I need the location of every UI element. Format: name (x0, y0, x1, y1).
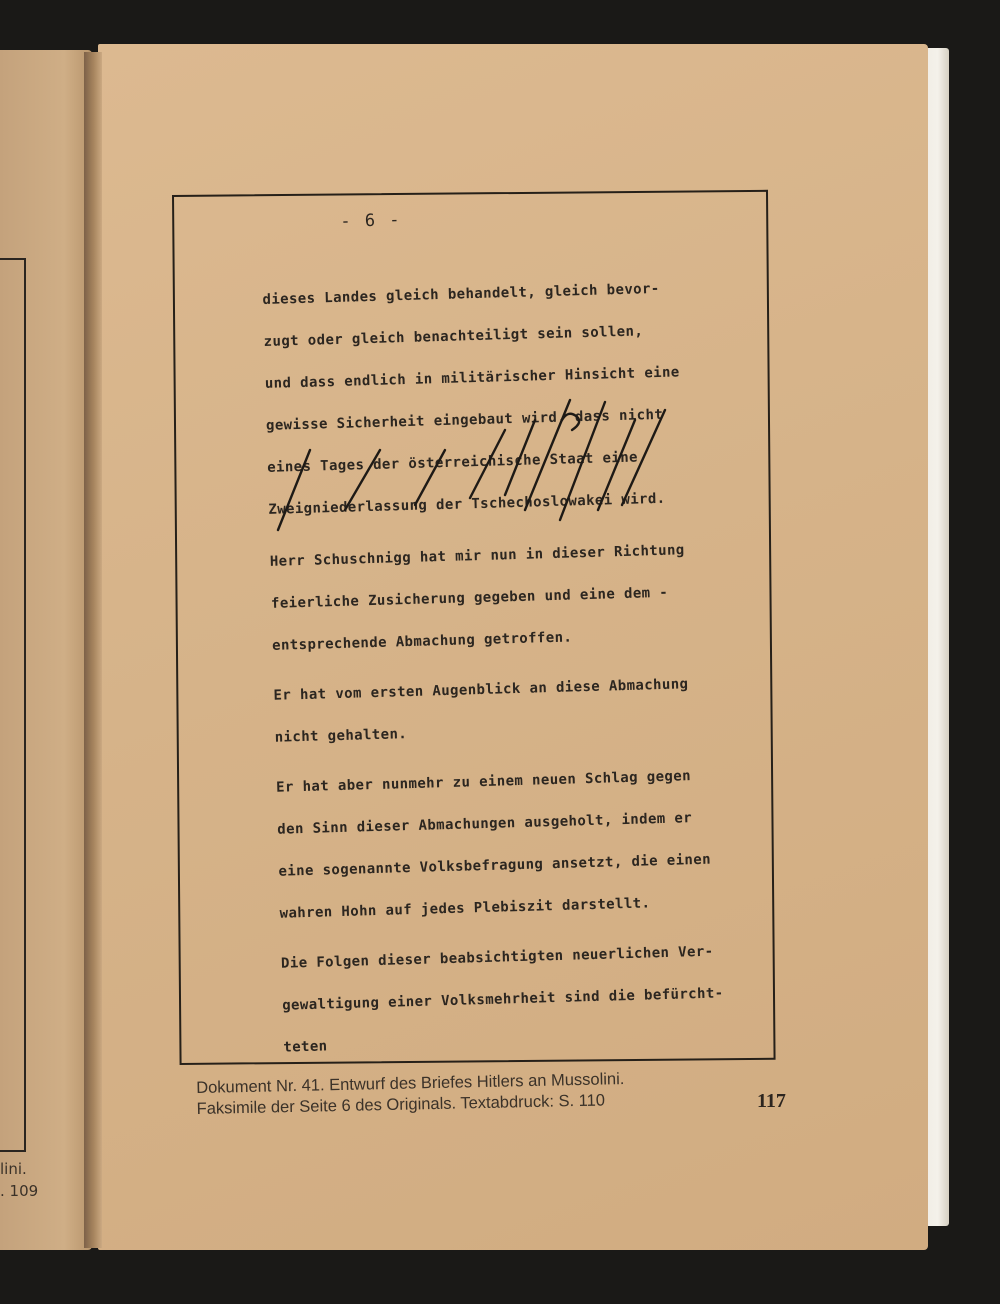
left-page-facsimile-frame (0, 258, 26, 1152)
document-line: Herr Schuschnigg hat mir nun in dieser Richtung (269, 542, 685, 570)
document-line: eines Tages der österreichische Staat eine (266, 449, 639, 476)
left-caption-line: lini. (0, 1160, 27, 1178)
document-line: zugt oder gleich benachteiligt sein sollen, (263, 323, 644, 350)
document-line: Er hat vom ersten Augenblick an diese Abmachung (273, 676, 689, 704)
left-page-caption (0, 1158, 40, 1202)
document-line: gewaltigung einer Volksmehrheit sind die befürcht- (282, 985, 724, 1014)
book-gutter (84, 52, 102, 1248)
document-line: den Sinn dieser Abmachungen ausgeholt, indem er (277, 810, 693, 838)
left-caption-line: . 109 (0, 1182, 39, 1200)
document-line: dieses Landes gleich behandelt, gleich bevor- (262, 280, 660, 308)
document-line: nicht gehalten. (274, 726, 408, 746)
document-line: gewisse Sicherheit eingebaut wird, dass nicht (265, 406, 664, 434)
caption-line-1: Dokument Nr. 41. Entwurf des Briefes Hitlers an Mussolini. (196, 1070, 625, 1097)
document-line: entsprechende Abmachung getroffen. (271, 629, 573, 654)
document-line: teten (283, 1038, 328, 1056)
document-line: Die Folgen dieser beabsichtigten neuerlichen Ver- (280, 943, 714, 972)
left-book-page (0, 50, 92, 1250)
document-page-number: - 6 - (340, 210, 402, 232)
facsimile-frame (172, 190, 776, 1065)
document-line: eine sogenannte Volksbefragung ansetzt, die einen (278, 851, 712, 880)
document-line: Er hat aber nunmehr zu einem neuen Schlag gegen (275, 768, 692, 796)
book-page-number: 117 (757, 1090, 786, 1112)
document-line: wahren Hohn auf jedes Plebiszit darstellt. (279, 895, 651, 922)
document-line: feierliche Zusicherung gegeben und eine dem - (270, 584, 669, 612)
document-line: Zweigniederlassung der Tschechoslowakei wird. (268, 490, 666, 518)
caption-line-2: Faksimile der Seite 6 des Originals. Textabdruck: S. 110 (196, 1091, 606, 1118)
document-line: und dass endlich in militärischer Hinsicht eine (264, 364, 680, 392)
